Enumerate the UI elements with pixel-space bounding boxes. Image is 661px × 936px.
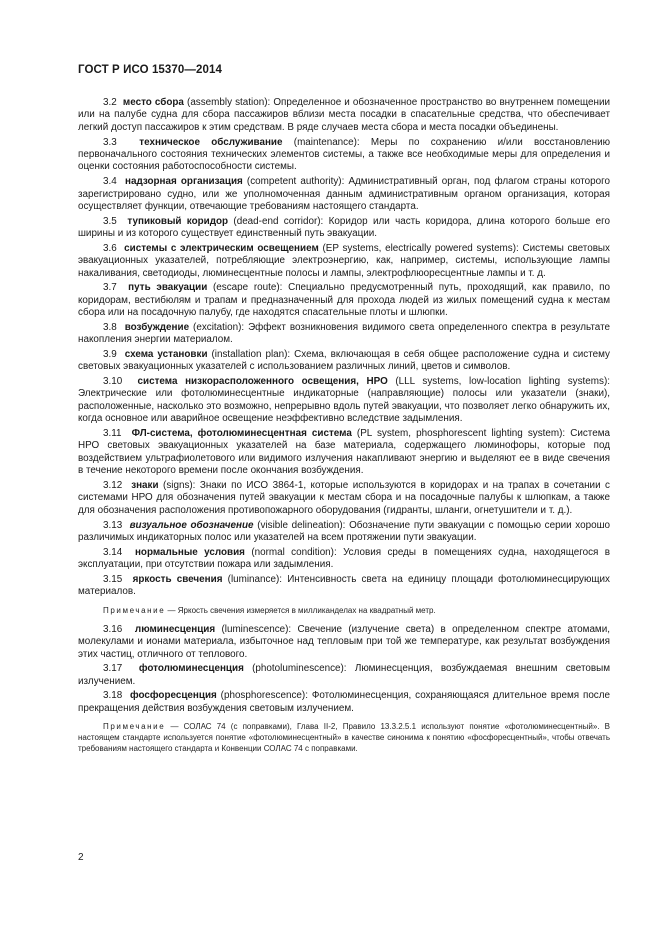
term: нормальные условия — [134, 546, 245, 558]
definition-3-8: 3.8 возбуждение (excitation): Эффект возникновения видимого света определенного спектра в результате накопления энергии материалом. — [78, 321, 610, 346]
definition-3-3: 3.3 техническое обслуживание (maintenance): Меры по сохранению и/или восстановлению первоначального состояния технических элементов системы, а также все необходимые меры для определения и оценки состояния работоспособности системы. — [78, 136, 610, 173]
term: ФЛ-система, фотолюминесцентная система — [131, 428, 352, 440]
definition-3-17: 3.17 фотолюминесценция (photoluminescence): Люминесценция, возбуждаемая внешним световым излучением. — [78, 663, 611, 687]
term: схема установки — [124, 348, 208, 360]
term: люминесценция — [134, 623, 216, 635]
definition-3-18: 3.18 фосфоресценция (phosphorescence): Фотолюминесценция, сохраняющаяся длительное время после прекращения действия возбуждения световым излучением. — [78, 690, 610, 714]
definition-3-5: 3.5 тупиковый коридор (dead-end corridor): Коридор или часть коридора, длина которого больше его ширины и из которого существует единственный путь эвакуации. — [78, 215, 610, 240]
definition-3-10: 3.10 система низкорасположенного освещения, НРО (LLL systems, low-location lighting systems): Электрические или фотолюминесцентные индикаторные (направляющие) полосы или указатели (знаки), расположенные, насколько это возможно, непрерывно вдоль путей эвакуации, что позволяет легко обнаружить их, когда основное или аварийное освещение неэффективно вследствие задымления. — [78, 376, 610, 425]
definition-3-7: 3.7 путь эвакуации (escape route): Специально предусмотренный путь, проходящий, как правило, по коридорам, вестибюлям и трапам и предназначенный для прохода людей из жилых помещений судна к местам сбора или на посадочную палубу, где находятся спасательные плоты и шлюпки. — [78, 282, 610, 319]
definition-3-6: 3.6 системы с электрическим освещением (EP systems, electrically powered systems): Системы световых эвакуационных указателей, потребляющие электроэнергию, как, например, системы, использующие лампы накаливания, светодиоды, люминесцентные полосы и лампы, электрофлюоресцентные лампы и т. д. — [78, 242, 610, 279]
term: надзорная организация — [124, 176, 243, 188]
definition-3-12: 3.12 знаки (signs): Знаки по ИСО 3864-1, которые используются в коридорах и на трапах в сочетании с системами НРО для обозначения путей эвакуации к местам сбора и на посадочные палубы к шлюпкам, а также для обозначения расположения противопожарного оборудования (гидранты, шланги, огнетушители и т. д.). — [78, 480, 610, 516]
term: техническое обслуживание — [139, 136, 283, 148]
term: путь эвакуации — [128, 282, 208, 294]
term: место сбора — [122, 97, 184, 108]
definition-3-4: 3.4 надзорная организация (competent authority): Административный орган, под флагом страны которого зарегистрировано судно, или же уполномоченная данным административным органом организация, которая осуществляет функции, отвечающие требованиям настоящего стандарта. — [78, 176, 610, 212]
note-luminance: Примечание — Яркость свечения измеряется в милликанделах на квадратный метр. — [103, 605, 436, 615]
term: система низкорасположенного освещения, НРО — [137, 376, 388, 388]
definition-3-2: 3.2 место сбора (assembly station): Определенное и обозначенное пространство во внутреннем помещении или на палубе судна для сбора пассажиров вблизи места посадки в спасательные средства, что обеспечивает легкий доступ пассажиров к этим средствам. В ряде случаев места сбора и места посадки объединены. — [78, 97, 610, 133]
term: тупиковый коридор — [127, 215, 229, 227]
term: визуальное обозначение — [129, 519, 254, 531]
page-number: 2 — [78, 852, 84, 863]
term: знаки — [131, 480, 159, 492]
definition-3-15: 3.15 яркость свечения (luminance): Интенсивность света на единицу площади фотолюминесцирующих материалов. — [78, 573, 610, 598]
definitions-section — [78, 97, 610, 762]
definition-3-11: 3.11 ФЛ-система, фотолюминесцентная система (PL system, phosphorescent lighting system): Система НРО световых эвакуационных указателей на базе материала, содержащего люминофоры, которые под воздействием ультрафиолетового или видимого излучения накапливают энергию и выделяют ее в виде свечения в течение некоторого времени после окончания возбуждения. — [78, 428, 610, 477]
term: возбуждение — [124, 321, 190, 333]
document-header: ГОСТ Р ИСО 15370—2014 — [78, 64, 223, 76]
definition-3-14: 3.14 нормальные условия (normal condition): Условия среды в помещениях судна, находящегося в эксплуатации, при отсутствии пожара или задымления. — [78, 546, 611, 571]
term: системы с электрическим освещением — [124, 242, 319, 254]
definition-3-16: 3.16 люминесценция (luminescence): Свечение (излучение света) в определенном спектре атомами, молекулами и ионами материала, избыточное над тепловым при той же температуре, как результат возбуждения этих частиц, отличного от теплового. — [78, 623, 610, 660]
term: яркость свечения — [132, 573, 223, 585]
note-solas: Примечание — СОЛАС 74 (с поправками), Глава II-2, Правило 13.3.2.5.1 используют понятие «фотолюминесцентный». В настоящем стандарте используется понятие «фотолюминесцентный» в качестве синонима к понятию «фосфоресцентный», чтобы отвечать требованиям настоящего стандарта и Конвенции СОЛАС 74 с поправками. — [78, 722, 610, 754]
definition-3-13: 3.13 визуальное обозначение (visible delineation): Обозначение пути эвакуации с помощью серии хорошо различимых индикаторных полос или указателей на всем протяжении пути эвакуации. — [78, 519, 610, 544]
term: фосфоресценция — [130, 690, 217, 702]
definition-3-9: 3.9 схема установки (installation plan): Схема, включающая в себя общее расположение судна и систему световых эвакуационных указателей с использованием различных линий, цветов и символов. — [78, 348, 610, 373]
term: фотолюминесценция — [138, 663, 244, 675]
